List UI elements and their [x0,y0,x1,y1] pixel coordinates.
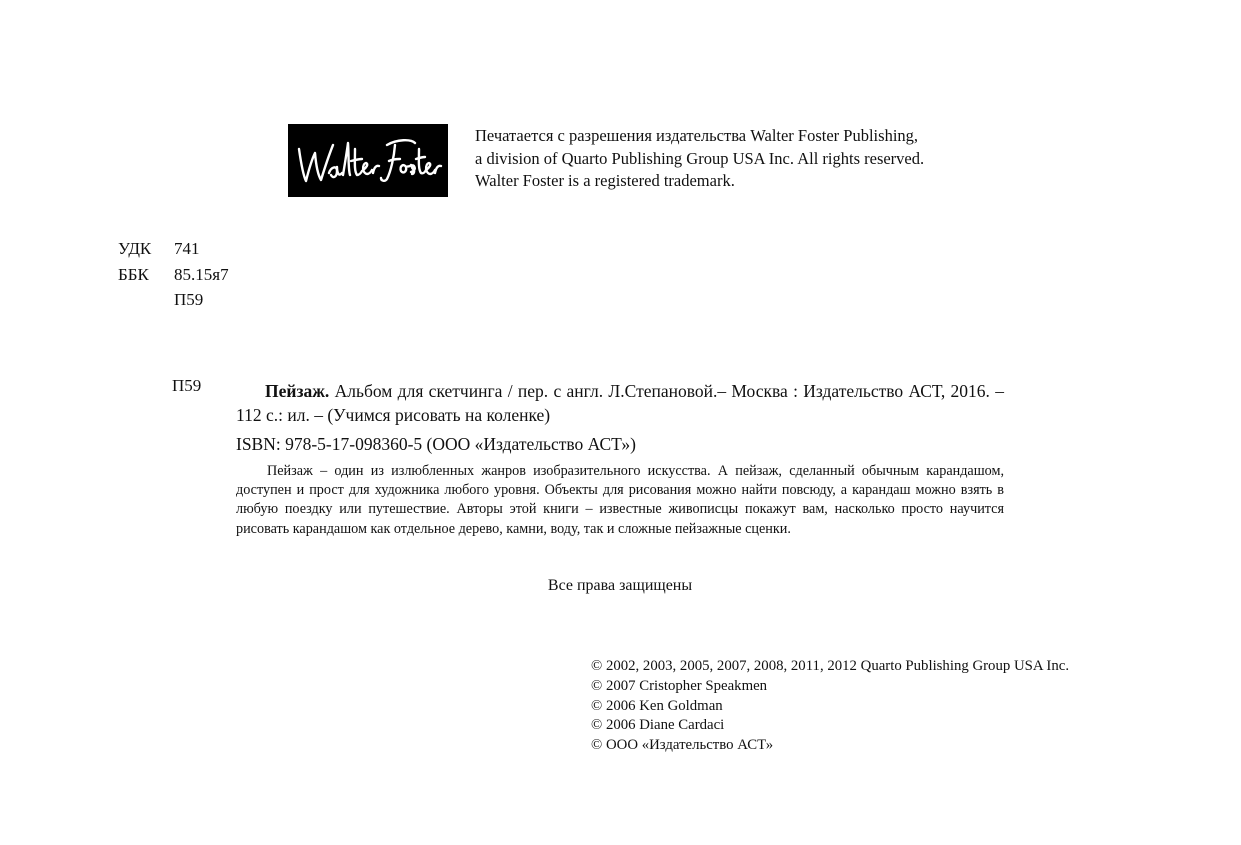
walter-foster-logo-script [293,129,443,193]
entry-author-mark: П59 [172,376,202,395]
isbn: ISBN: 978-5-17-098360-5 (ООО «Издательство АСТ») [236,434,636,454]
permission-notice [475,125,1035,193]
copyright-line: © 2007 Cristopher Speakmen [591,677,768,694]
walter-foster-logo [288,124,448,197]
permission-line: a division of Quarto Publishing Group USA Inc. All rights reserved. [475,148,925,168]
entry-text [236,379,1004,427]
classification-value: 741 [174,239,200,258]
book-description: Альбом для скетчинга / пер. с англ. Л.Степановой.– Москва : Издательство АСТ, 2016. – 112 с.: ил. – (Учимся рисовать на коленке) [236,381,1004,425]
copyright-list [591,657,1069,756]
udk-row [118,236,229,262]
rights-text: Все права защищены [547,577,693,594]
permission-line: Печатается с разрешения издательства Walter Foster Publishing, [475,126,919,145]
classification-key [118,287,174,313]
copyright-line: © 2006 Ken Goldman [591,697,723,714]
copyright-line: © ООО «Издательство АСТ» [591,737,774,754]
classification-key: ББК [118,264,149,284]
classification-value: 85.15я7 [174,264,229,284]
classification-codes [118,236,229,313]
copyright-line: © 2002, 2003, 2005, 2007, 2008, 2011, 2012 Quarto Publishing Group USA Inc. [591,658,1070,674]
classification-value: П59 [174,290,204,309]
classification-key: УДК [118,239,152,258]
bbk-row [118,262,229,288]
rights-notice [0,577,1241,595]
annotation: Пейзаж – один из излюбленных жанров изобразительного искусства. А пейзаж, сделанный обычным карандашом, доступен и прост для художника любого уровня. Объекты для рисования можно найти повсюду, а карандаш можно взять в любую поездку или путешествие. Авторы этой книги – известные живописцы покажут вам, насколько просто научится рисовать карандашом как отдельное дерево, камни, воду, так и сложные пейзажные сценки. [236,463,1004,537]
author-mark-row [118,287,229,313]
book-title: Пейзаж. [265,381,330,401]
copyright-line: © 2006 Diane Cardaci [591,717,725,734]
bibliographic-entry [236,379,1004,427]
permission-line: Walter Foster is a registered trademark. [475,171,735,190]
